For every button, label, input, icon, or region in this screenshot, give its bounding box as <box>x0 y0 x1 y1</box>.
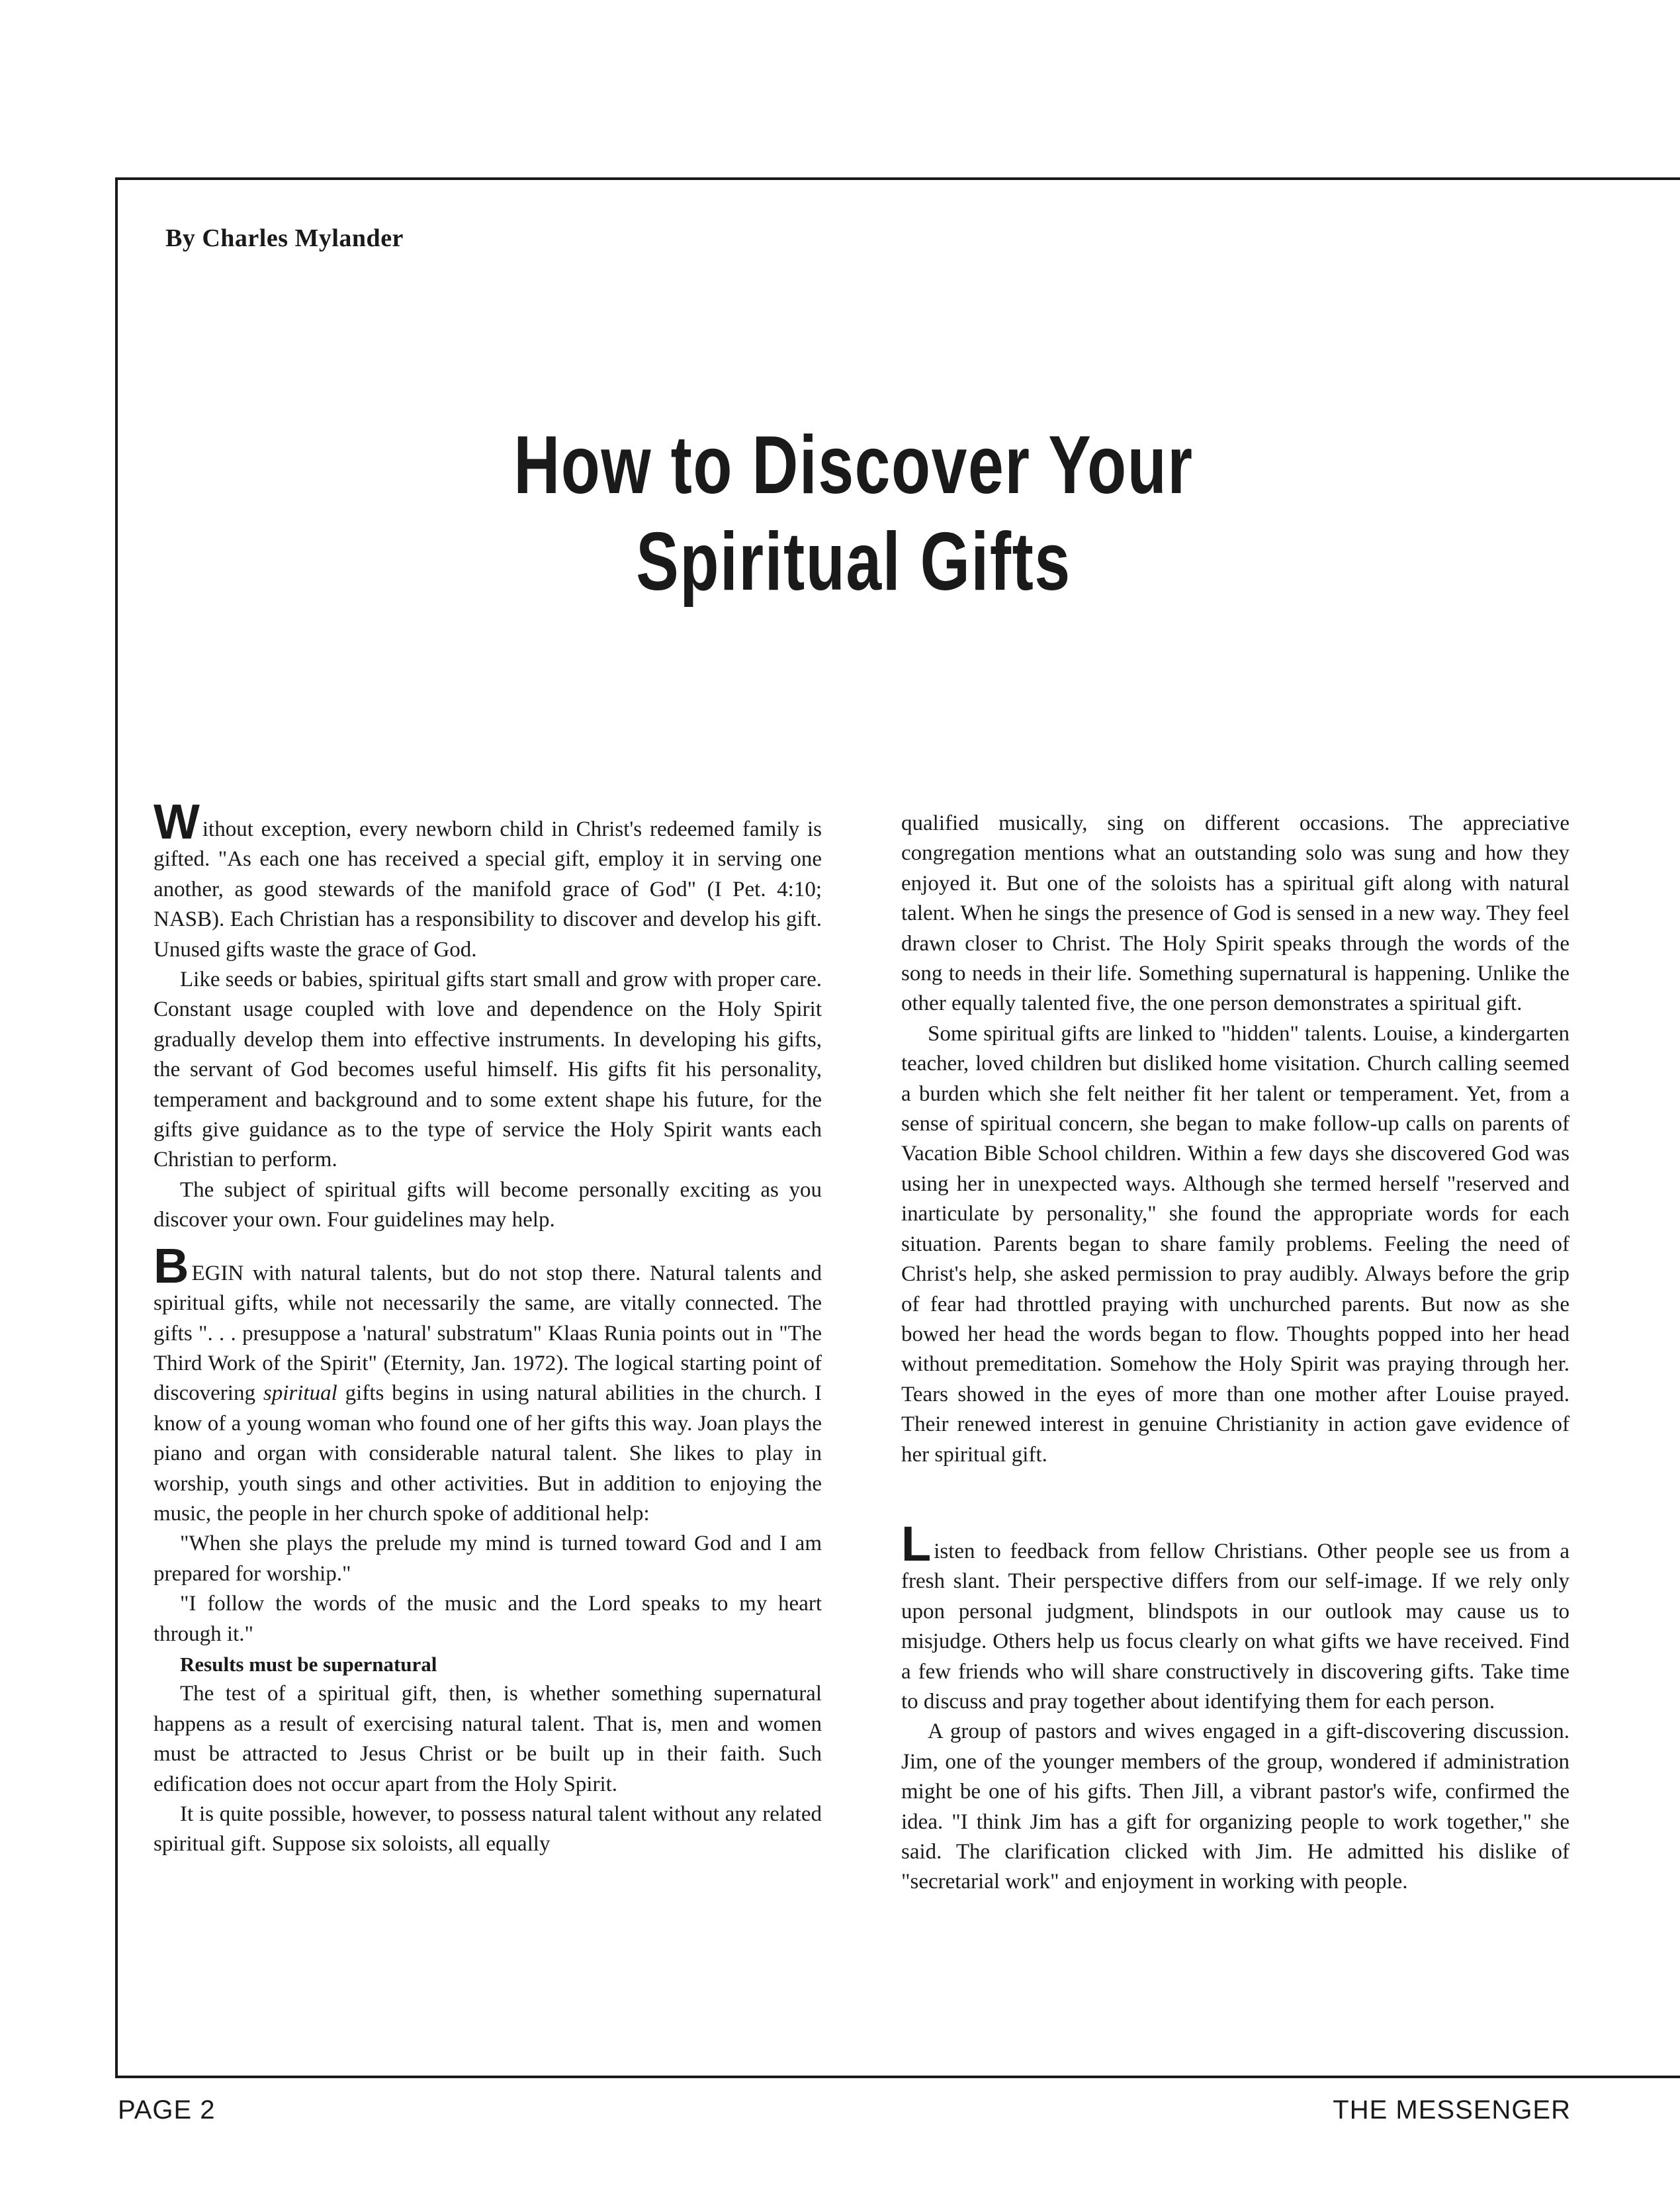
paragraph: BEGIN with natural talents, but do not stop there. Natural talents and spiritual gifts, while not necessarily the same, are vitally connected. The gifts ". . . presuppose a 'natural' substratum" Klaas Runia points out in "The Third Work of the Spirit" (Eternity, Jan. 1972). The logical starting point of discovering spiritual gifts begins in using natural abilities in the church. I know of a young woman who found one of her gifts this way. Joan plays the piano and organ with considerable natural talent. She likes to play in worship, youth sings and other activities. But in addition to enjoying the music, the people in her church spoke of additional help: <box>154 1238 822 1526</box>
title-line-2: Spiritual Gifts <box>636 516 1071 608</box>
drop-cap: W <box>154 794 200 849</box>
paragraph: Like seeds or babies, spiritual gifts start small and grow with proper care. Constant usage coupled with love and dependence on the Holy Spirit gradually develop them into effective instruments. In developing his gifts, the servant of God becomes useful himself. His gifts fit his personality, temperament and background and to some extent shape his future, for the gifts give guidance as to the type of service the Holy Spirit wants each Christian to perform. <box>154 968 822 1172</box>
paragraph: A group of pastors and wives engaged in a gift-discovering discussion. Jim, one of the younger members of the group, wondered if administration might be one of his gifts. Then Jill, a vibrant pastor's wife, confirmed the idea. "I think Jim has a gift for organizing people to work together," she said. The clarification clicked with Jim. He admitted his dislike of "secretarial work" and enjoyment in working with people. <box>901 1719 1569 1894</box>
article-title <box>477 417 1231 611</box>
paragraph: It is quite possible, however, to possess natural talent without any related spiritual gift. Suppose six soloists, all equally <box>154 1802 822 1856</box>
paragraph: qualified musically, sing on different occasions. The appreciative congregation mentions what an outstanding solo was sung and how they enjoyed it. But one of the soloists has a spiritual gift along with natural talent. When he sings the presence of God is sensed in a new way. They feel drawn closer to Christ. The Holy Spirit speaks through the words of the song to needs in their life. Something supernatural is happening. Unlike the other equally talented five, the one person demonstrates a spiritual gift. <box>901 811 1569 1016</box>
paragraph: The test of a spiritual gift, then, is whether something supernatural happens as a result of exercising natural talent. That is, men and women must be attracted to Jesus Christ or be built up in their faith. Such edification does not occur apart from the Holy Spirit. <box>154 1682 822 1796</box>
byline: By Charles Mylander <box>165 224 404 252</box>
paragraph: The subject of spiritual gifts will become personally exciting as you discover your own. Four guidelines may help. <box>154 1177 822 1232</box>
paragraph: "When she plays the prelude my mind is turned toward God and I am prepared for worship." <box>154 1532 822 1586</box>
right-column <box>901 809 1569 1898</box>
left-column <box>154 794 822 1860</box>
paragraph: Some spiritual gifts are linked to "hidden" talents. Louise, a kindergarten teacher, loved children but disliked home visitation. Church calling seemed a burden which she felt neither fit her talent or temperament. Yet, from a sense of spiritual concern, she began to make follow-up calls on parents of Vacation Bible School children. Within a few days she discovered God was using her in unexpected ways. Although she termed herself "reserved and inarticulate by personality," she found the appropriate words for each situation. Parents began to share family problems. Feeling the need of Christ's help, she asked permission to pray audibly. Always before the grip of fear had throttled praying with unchurched parents. But now as she bowed her head the words began to flow. Thoughts popped into her head without premeditation. Somehow the Holy Spirit was praying through her. Tears showed in the eyes of more than one mother after Louise prayed. Their renewed interest in genuine Christianity in action gave evidence of her spiritual gift. <box>901 1021 1569 1467</box>
title-line-1: How to Discover Your <box>513 420 1194 511</box>
paragraph: Listen to feedback from fellow Christians. Other people see us from a fresh slant. Their perspective differs from our self-image. If we rely only upon personal judgment, blindspots in our outlook may cause us to misjudge. Others help us focus clearly on what gifts we have received. Find a few friends who will share constructively in discovering gifts. Take time to discuss and pray together about identifying them for each person. <box>901 1516 1569 1714</box>
drop-cap: L <box>901 1516 932 1571</box>
section-subhead: Results must be supernatural <box>180 1652 437 1676</box>
publication-name: THE MESSENGER <box>1333 2095 1571 2125</box>
page-number: PAGE 2 <box>118 2095 216 2125</box>
drop-cap: B <box>154 1238 189 1293</box>
paragraph: Without exception, every newborn child in Christ's redeemed family is gifted. "As each one has received a special gift, employ it in serving one another, as good stewards of the manifold grace of God" (I Pet. 4:10; NASB). Each Christian has a responsibility to discover and develop his gift. Unused gifts waste the grace of God. <box>154 794 822 962</box>
paragraph: "I follow the words of the music and the Lord speaks to my heart through it." <box>154 1592 822 1646</box>
